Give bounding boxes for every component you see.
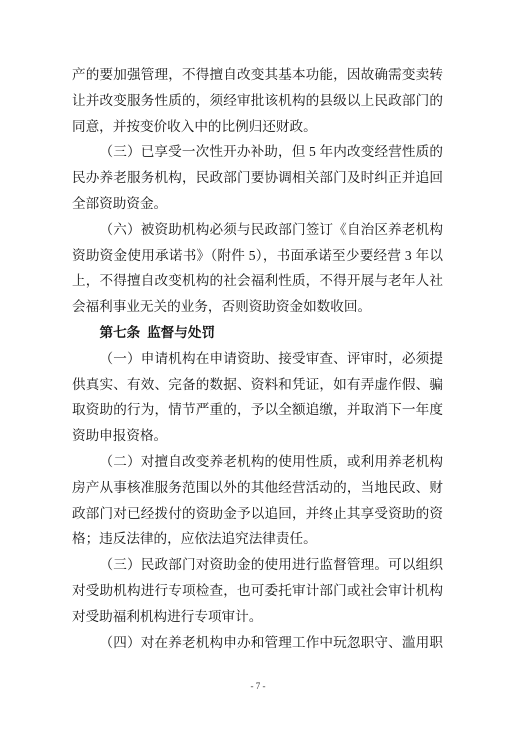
text-line: 对受助机构进行专项检查，也可委托审计部门或社会审计机构 [72,582,444,598]
text-line: 政部门对已经拨付的资助金予以追回，并终止其享受资助的资 [72,505,444,521]
paragraph [72,552,443,629]
text-line: 全部资助资金。 [72,195,168,211]
text-line: 对受助福利机构进行专项审计。 [72,608,263,624]
text-line: 产的要加强管理，不得擅自改变其基本功能，因故确需变卖转 [72,67,444,82]
text-line: 资助资金使用承诺书》（附件 5），书面承诺至少要经营 3 年以 [72,247,444,263]
text-line: 民办养老服务机构，民政部门要协调相关部门及时纠正并追回 [72,170,444,186]
section-heading: 第七条 监督与处罚 [99,324,216,340]
paragraph [72,217,443,320]
text-line: （三）民政部门对资助金的使用进行监督管理。可以组织 [99,557,444,573]
document-body [72,62,443,655]
text-line: 让并改变服务性质的，须经审批该机构的县级以上民政部门的 [72,92,444,108]
paragraph [72,630,443,656]
paragraph [72,346,443,449]
paragraph [72,62,443,139]
text-line: 房产从事核准服务范围以外的其他经营活动的，当地民政、财 [72,479,444,495]
text-line: 供真实、有效、完备的数据、资料和凭证，如有弄虚作假、骗 [72,376,444,392]
text-line: 会福利事业无关的业务，否则资助资金如数收回。 [72,299,372,315]
text-line: （三）已享受一次性开办补助，但 5 年内改变经营性质的 [99,144,444,160]
text-line: 上，不得擅自改变机构的社会福利性质，不得开展与老年人社 [72,273,444,289]
text-line: （一）申请机构在申请资助、接受审查、评审时，必须提 [99,350,444,366]
page-number: - 7 - [250,681,266,691]
text-line: （四）对在养老机构申办和管理工作中玩忽职守、滥用职 [99,634,444,650]
text-line: （六）被资助机构必须与民政部门签订《自治区养老机构 [99,221,444,237]
text-line: 资助申报资格。 [72,428,168,444]
text-line: （二）对擅自改变养老机构的使用性质，或利用养老机构 [99,453,444,469]
text-line: 同意，并按变价收入中的比例归还财政。 [72,118,317,134]
text-line: 取资助的行为，情节严重的，予以全额追缴，并取消下一年度 [72,402,444,418]
paragraph [72,449,443,552]
text-line: 格；违反法律的，应依法追究法律责任。 [72,531,317,547]
paragraph [72,139,443,216]
